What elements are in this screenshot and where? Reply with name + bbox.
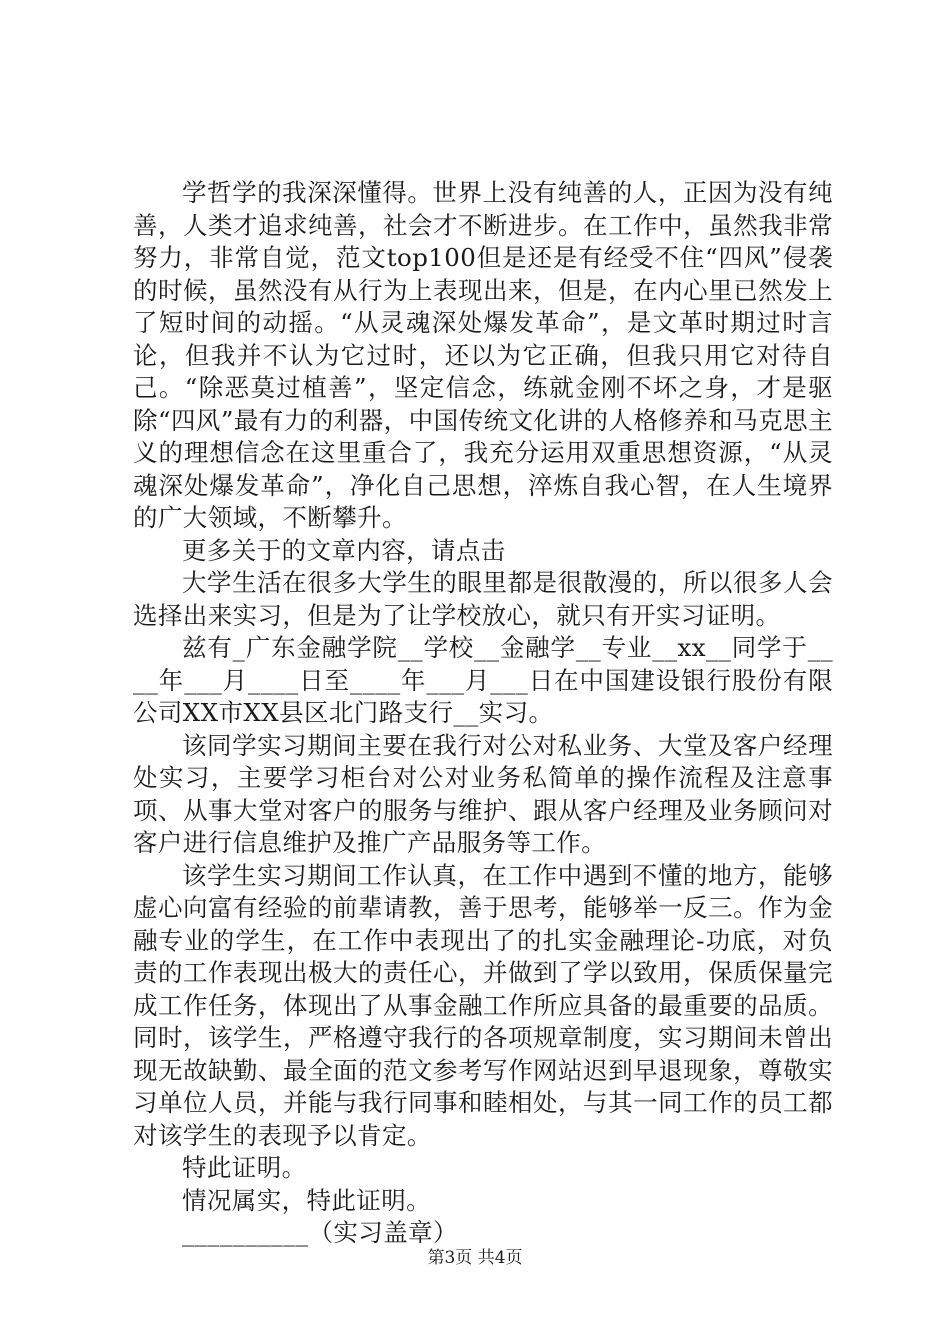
paragraph-certificate-statement: 兹有_广东金融学院__学校__金融学__专业__xx__同学于____年___月____日至____年___月___日在中国建设银行股份有限公司XX市XX县区北门路支行__实习。 [133, 633, 833, 727]
paragraph-hereby-certify: 特此证明。 [182, 1153, 307, 1182]
paragraph-intro: 大学生活在很多大学生的眼里都是很散漫的，所以很多人会选择出来实习，但是为了让学校放心，就只有开实习证明。 [133, 568, 833, 630]
page-number-footer: 第3页 共4页 [427, 1248, 523, 1268]
document-body [133, 177, 833, 1250]
paragraph-more-articles: 更多关于的文章内容，请点击 [182, 535, 506, 565]
paragraph-internship-duties: 该同学实习期间主要在我行对公对私业务、大堂及客户经理处实习，主要学习柜台对公对业务私简单的操作流程及注意事项、从事大堂对客户的服务与维护、跟从客户经理及业务顾问对客户进行信息维护及推广产品服务等工作。 [133, 730, 833, 857]
paragraph-evaluation: 该学生实习期间工作认真，在工作中遇到不懂的地方，能够虚心向富有经验的前辈请教，善于思考，能够举一反三。作为金融专业的学生，在工作中表现出了的扎实金融理论-功底，对负责的工作表现出极大的责任心，并做到了学以致用，保质保量完成工作任务，体现出了从事金融工作所应具备的最重要的品质。同时，该学生，严格遵守我行的各项规章制度，实习期间未曾出现无故缺勤、最全面的范文参考写作网站迟到早退现象，尊敬实习单位人员，并能与我行同事和睦相处，与其一同工作的员工都对该学生的表现予以肯定。 [133, 860, 833, 1150]
paragraph-seal-line: __________（实习盖章） [182, 1218, 458, 1247]
paragraph-facts-true: 情况属实，特此证明。 [182, 1185, 431, 1215]
paragraph-philosophy: 学哲学的我深深懂得。世界上没有纯善的人，正因为没有纯善，人类才追求纯善，社会才不断进步。在工作中，虽然我非常努力，非常自觉，范文top100但是还是有经受不住“四风”侵袭的时候，虽然没有从行为上表现出来，但是，在内心里已然发上了短时间的动摇。“从灵魂深处爆发革命”，是文革时期过时言论，但我并不认为它过时，还以为它正确，但我只用它对待自己。“除恶莫过植善”，坚定信念，练就金刚不坏之身，才是驱除“四风”最有力的利器，中国传统文化讲的人格修养和马克思主义的理想信念在这里重合了，我充分运用双重思想资源，“从灵魂深处爆发革命”，净化自己思想，淬炼自我心智，在人生境界的广大领域，不断攀升。 [133, 178, 833, 532]
